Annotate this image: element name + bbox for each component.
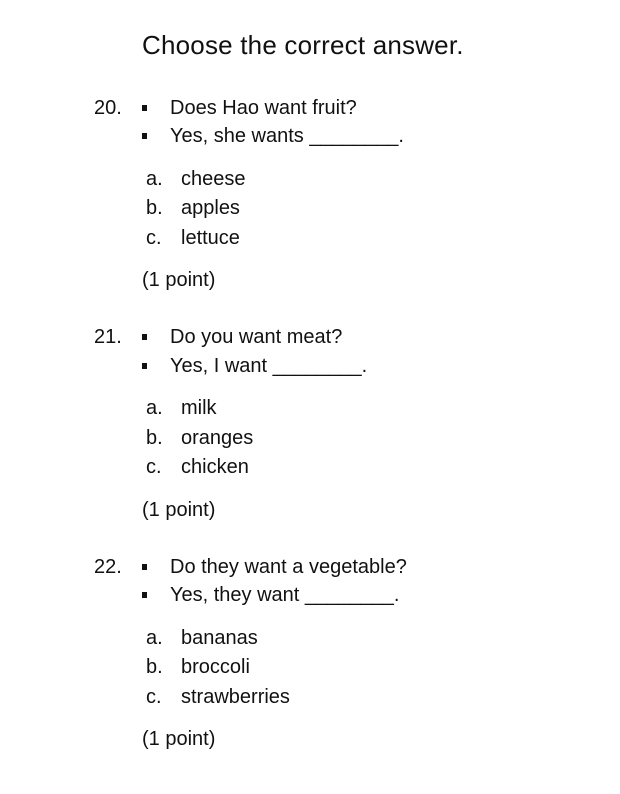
points-label: (1 point) (142, 728, 216, 750)
option-text: lettuce (181, 227, 240, 249)
answer-text: Yes, she wants ________. (170, 125, 404, 147)
question-22 (0, 553, 620, 763)
prompt-text: Do they want a vegetable? (170, 556, 407, 578)
option-text: strawberries (181, 686, 290, 708)
option-label: b. (146, 197, 163, 219)
option-text: broccoli (181, 656, 250, 678)
answer-text: Yes, I want ________. (170, 355, 368, 377)
option-text: oranges (181, 427, 254, 449)
option-text: cheese (181, 168, 246, 190)
page-title: Choose the correct answer. (142, 30, 464, 60)
points-label: (1 point) (142, 269, 216, 291)
option-text: bananas (181, 627, 258, 649)
question-number: 21. (94, 326, 122, 348)
square-bullet-icon (142, 105, 147, 111)
option-label: c. (146, 456, 162, 478)
square-bullet-icon (142, 334, 147, 340)
option-text: milk (181, 397, 217, 419)
square-bullet-icon (142, 363, 147, 369)
option-label: c. (146, 227, 162, 249)
prompt-text: Do you want meat? (170, 326, 343, 348)
points-label: (1 point) (142, 499, 216, 521)
option-label: b. (146, 427, 163, 449)
prompt-text: Does Hao want fruit? (170, 97, 357, 119)
question-number: 20. (94, 97, 122, 119)
answer-text: Yes, they want ________. (170, 584, 400, 606)
square-bullet-icon (142, 564, 147, 570)
option-text: apples (181, 197, 240, 219)
square-bullet-icon (142, 592, 147, 598)
option-label: a. (146, 168, 163, 190)
square-bullet-icon (142, 133, 147, 139)
option-label: a. (146, 397, 163, 419)
option-label: b. (146, 656, 163, 678)
option-label: c. (146, 686, 162, 708)
question-21 (0, 323, 620, 533)
question-20 (0, 94, 620, 304)
option-label: a. (146, 627, 163, 649)
question-number: 22. (94, 556, 122, 578)
option-text: chicken (181, 456, 249, 478)
